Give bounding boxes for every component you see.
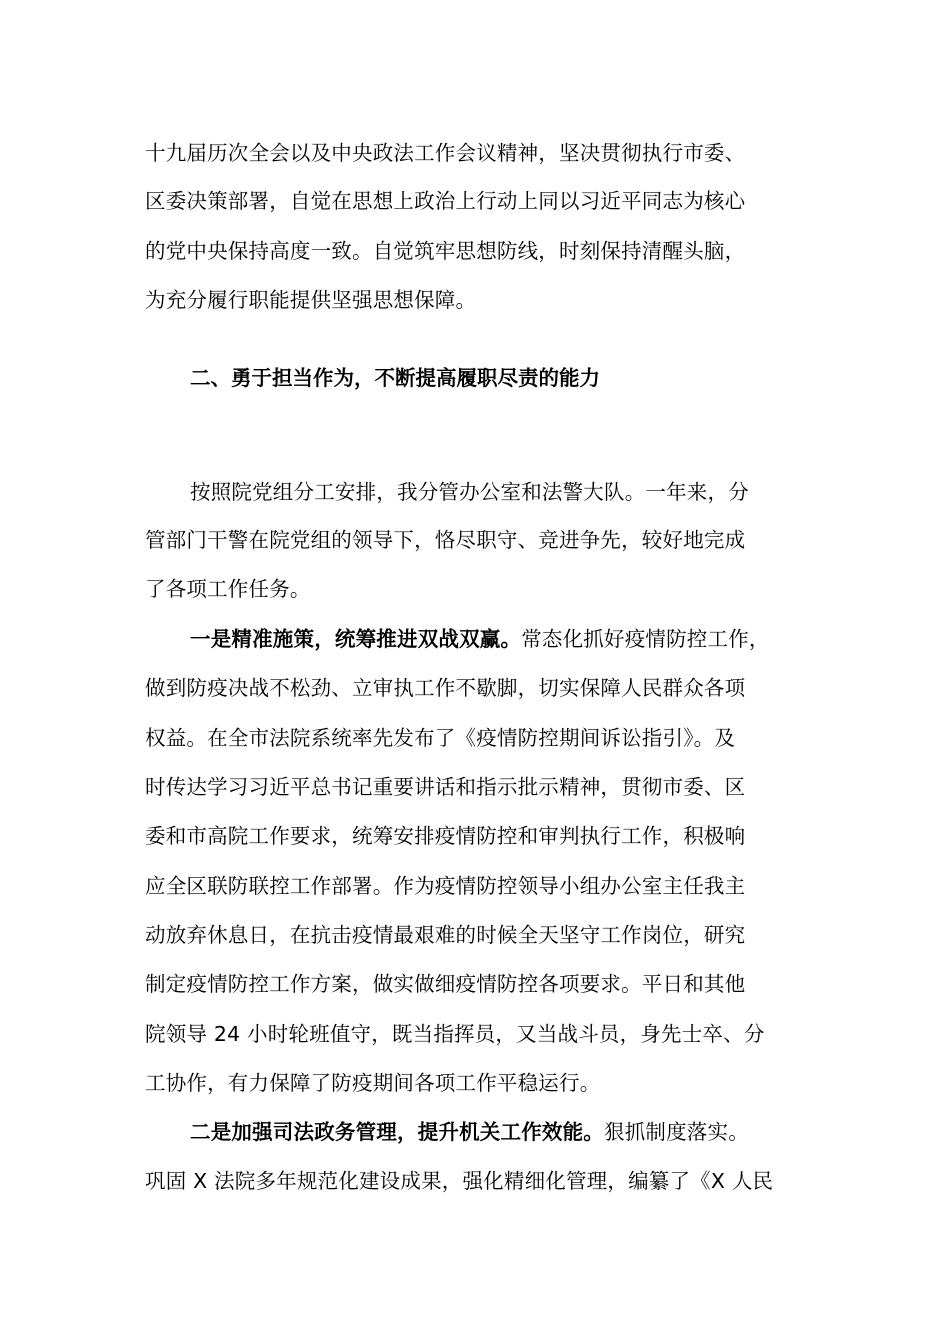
paragraph-line: 做到防疫决战不松劲、立审执工作不歇脚，切实保障人民群众各项 (145, 676, 746, 700)
paragraph-line (190, 624, 830, 654)
paragraph-line: 院领导 24 小时轮班值守，既当指挥员，又当战斗员，身先士卒、分 (145, 1022, 765, 1046)
paragraph-line: 委和市高院工作要求，统筹安排疫情防控和审判执行工作，积极响 (145, 824, 746, 848)
paragraph-line: 按照院党组分工安排，我分管办公室和法警大队。一年来，分 (190, 480, 749, 504)
paragraph-lead-rest: 常态化抓好疫情防控工作， (521, 627, 770, 651)
paragraph-line: 区委决策部署，自觉在思想上政治上行动上同以习近平同志为核心 (145, 189, 746, 213)
paragraph-line: 的党中央保持高度一致。自觉筑牢思想防线，时刻保持清醒头脑， (145, 239, 746, 263)
paragraph-line: 权益。在全市法院系统率先发布了《疫情防控期间诉讼指引》。及 (145, 726, 736, 750)
paragraph-lead: 一是精准施策，统筹推进双战双赢。 (190, 627, 522, 651)
paragraph-line: 时传达学习习近平总书记重要讲话和指示批示精神，贯彻市委、区 (145, 775, 746, 799)
paragraph-line: 为充分履行职能提供坚强思想保障。 (145, 288, 477, 312)
paragraph-line: 应全区联防联控工作部署。作为疫情防控领导小组办公室主任我主 (145, 874, 746, 898)
paragraph-line (190, 1117, 830, 1147)
paragraph-line: 工协作，有力保障了防疫期间各项工作平稳运行。 (145, 1071, 601, 1095)
paragraph-line: 了各项工作任务。 (145, 577, 311, 601)
paragraph-line: 制定疫情防控工作方案，做实做细疫情防控各项要求。平日和其他 (145, 972, 746, 996)
paragraph-line: 十九届历次全会以及中央政法工作会议精神，坚决贯彻执行市委、 (145, 141, 746, 165)
paragraph-line: 动放弃休息日，在抗击疫情最艰难的时候全天坚守工作岗位，研究 (145, 923, 746, 947)
paragraph-line: 管部门干警在院党组的领导下，恪尽职守、竞进争先，较好地完成 (145, 528, 746, 552)
section-heading: 二、勇于担当作为，不断提高履职尽责的能力 (190, 366, 600, 390)
paragraph-line: 巩固 X 法院多年规范化建设成果，强化精细化管理，编纂了《X 人民 (145, 1169, 774, 1193)
paragraph-lead: 二是加强司法政务管理，提升机关工作效能。 (190, 1120, 604, 1144)
paragraph-lead-rest: 狠抓制度落实。 (604, 1120, 749, 1144)
